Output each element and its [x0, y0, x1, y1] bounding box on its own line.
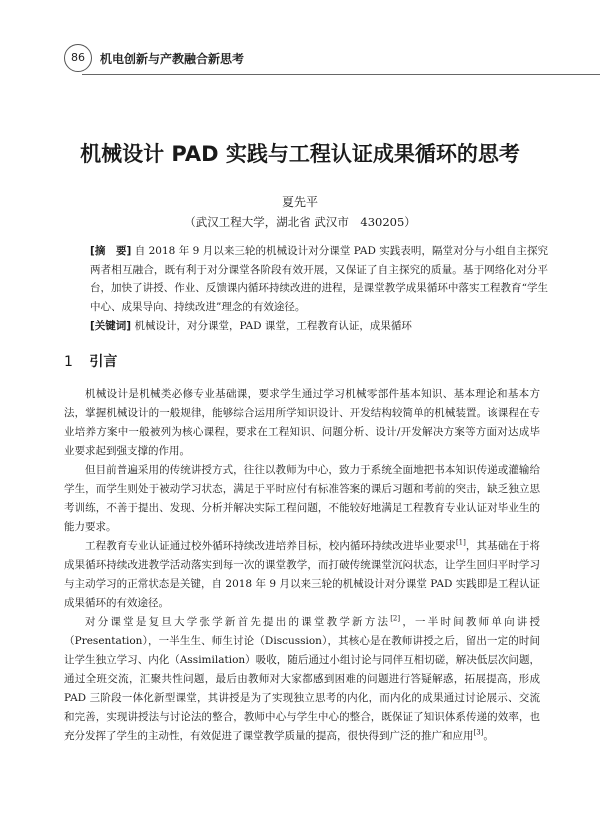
paragraph-2: 但目前普遍采用的传统讲授方式，往往以教师为中心，致力于系统全面地把书本知识传递或灌输给学生，而学生则处于被动学习状态，满足于平时应付有标准答案的课后习题和考前的突击，缺乏独立思考训练，不善于提出、发现、分析并解决实际工程问题，不能较好地满足工程教育专业认证对毕业生的能力要求。 — [64, 464, 540, 533]
keywords-label: [关键词] — [90, 320, 132, 332]
author-affiliation: （武汉工程大学，湖北省 武汉市 430205） — [184, 215, 416, 229]
paragraph-4-part-1: 对分课堂是复旦大学张学新首先提出的课堂教学新方法 — [85, 616, 391, 628]
citation-ref-1: [1] — [455, 538, 466, 547]
citation-ref-3: [3] — [473, 728, 484, 737]
running-title: 机电创新与产教融合新思考 — [100, 52, 245, 66]
page-number: 86 — [64, 44, 92, 72]
abstract-label: [摘 要] — [90, 245, 132, 257]
paragraph-3 — [64, 537, 540, 613]
section-heading — [64, 351, 117, 371]
citation-ref-2: [2] — [390, 614, 401, 623]
paragraph-4-part-2: ，一半时间教师单向讲授（Presentation），一半生生、师生讨论（Discussion），其核心是在教师讲授之后，留出一定的时间让学生独立学习、内化（Assimilation）吸收，随后通过小组讨论与同伴互相切磋，解决低层次问题，通过全班交流，汇聚共性问题，最后由教师对大家都感到困难的问题进行答疑解惑，拓展提高，形成 PAD 三阶段一体化新型课堂，其讲授是为了实现独立思考的内化，而内化的成果通过讨论展示、交流和完善，实现讲授法与讨论法的整合，教师中心与学生中心的整合，既保证了知识体系传递的效率，也充分发挥了学生的主动性，有效促进了课堂教学质量的提高，很快得到广泛的推广和应用 — [64, 616, 541, 742]
abstract — [90, 242, 548, 316]
body-text — [64, 385, 540, 746]
paragraph-4-part-3: 。 — [483, 730, 494, 742]
paragraph-1: 机械设计是机械类必修专业基础课，要求学生通过学习机械零部件基本知识、基本理论和基本方法，掌握机械设计的一般规律，能够综合运用所学知识设计、开发结构较简单的机械装置。该课程在专业培养方案中一般被列为核心课程，要求在工程知识、问题分析、设计/开发解决方案等方面对达成毕业要求起到强支撑的作用。 — [64, 388, 540, 457]
article-title: 机械设计 PAD 实践与工程认证成果循环的思考 — [80, 142, 520, 166]
section-number: 1 — [64, 354, 73, 370]
author-name: 夏先平 — [281, 195, 318, 209]
paragraph-3-part-1: 工程教育专业认证通过校外循环持续改进培养目标，校内循环持续改进毕业要求 — [85, 540, 456, 552]
section-title: 引言 — [89, 354, 118, 370]
abstract-text: 自 2018 年 9 月以来三轮的机械设计对分课堂 PAD 实践表明，隔堂对分与小组自主探究两者相互融合，既有利于对分课堂各阶段有效开展，又保证了自主探究的质量。基于网络化对分平台，加快了讲授、作业、反馈课内循环持续改进的进程，是课堂教学成果循环中落实工程教育“学生中心、成果导向、持续改进”理念的有效途径。 — [90, 245, 548, 313]
keywords — [90, 317, 548, 336]
header-rule — [82, 74, 600, 75]
page-header — [64, 44, 544, 74]
paragraph-3-part-2: ，其基础在于将成果循环持续改进教学活动落实到每一次的课堂教学，而打破传统课堂沉闷状态，让学生回归平时学习与主动学习的正常状态是关键，自 2018 年 9 月以来三轮的机械设计对分课堂 PAD 实践即是工程认证成果循环的有效途径。 — [64, 540, 541, 609]
keywords-text: 机械设计，对分课堂，PAD 课堂，工程教育认证，成果循环 — [134, 320, 412, 332]
paragraph-4 — [64, 613, 540, 746]
